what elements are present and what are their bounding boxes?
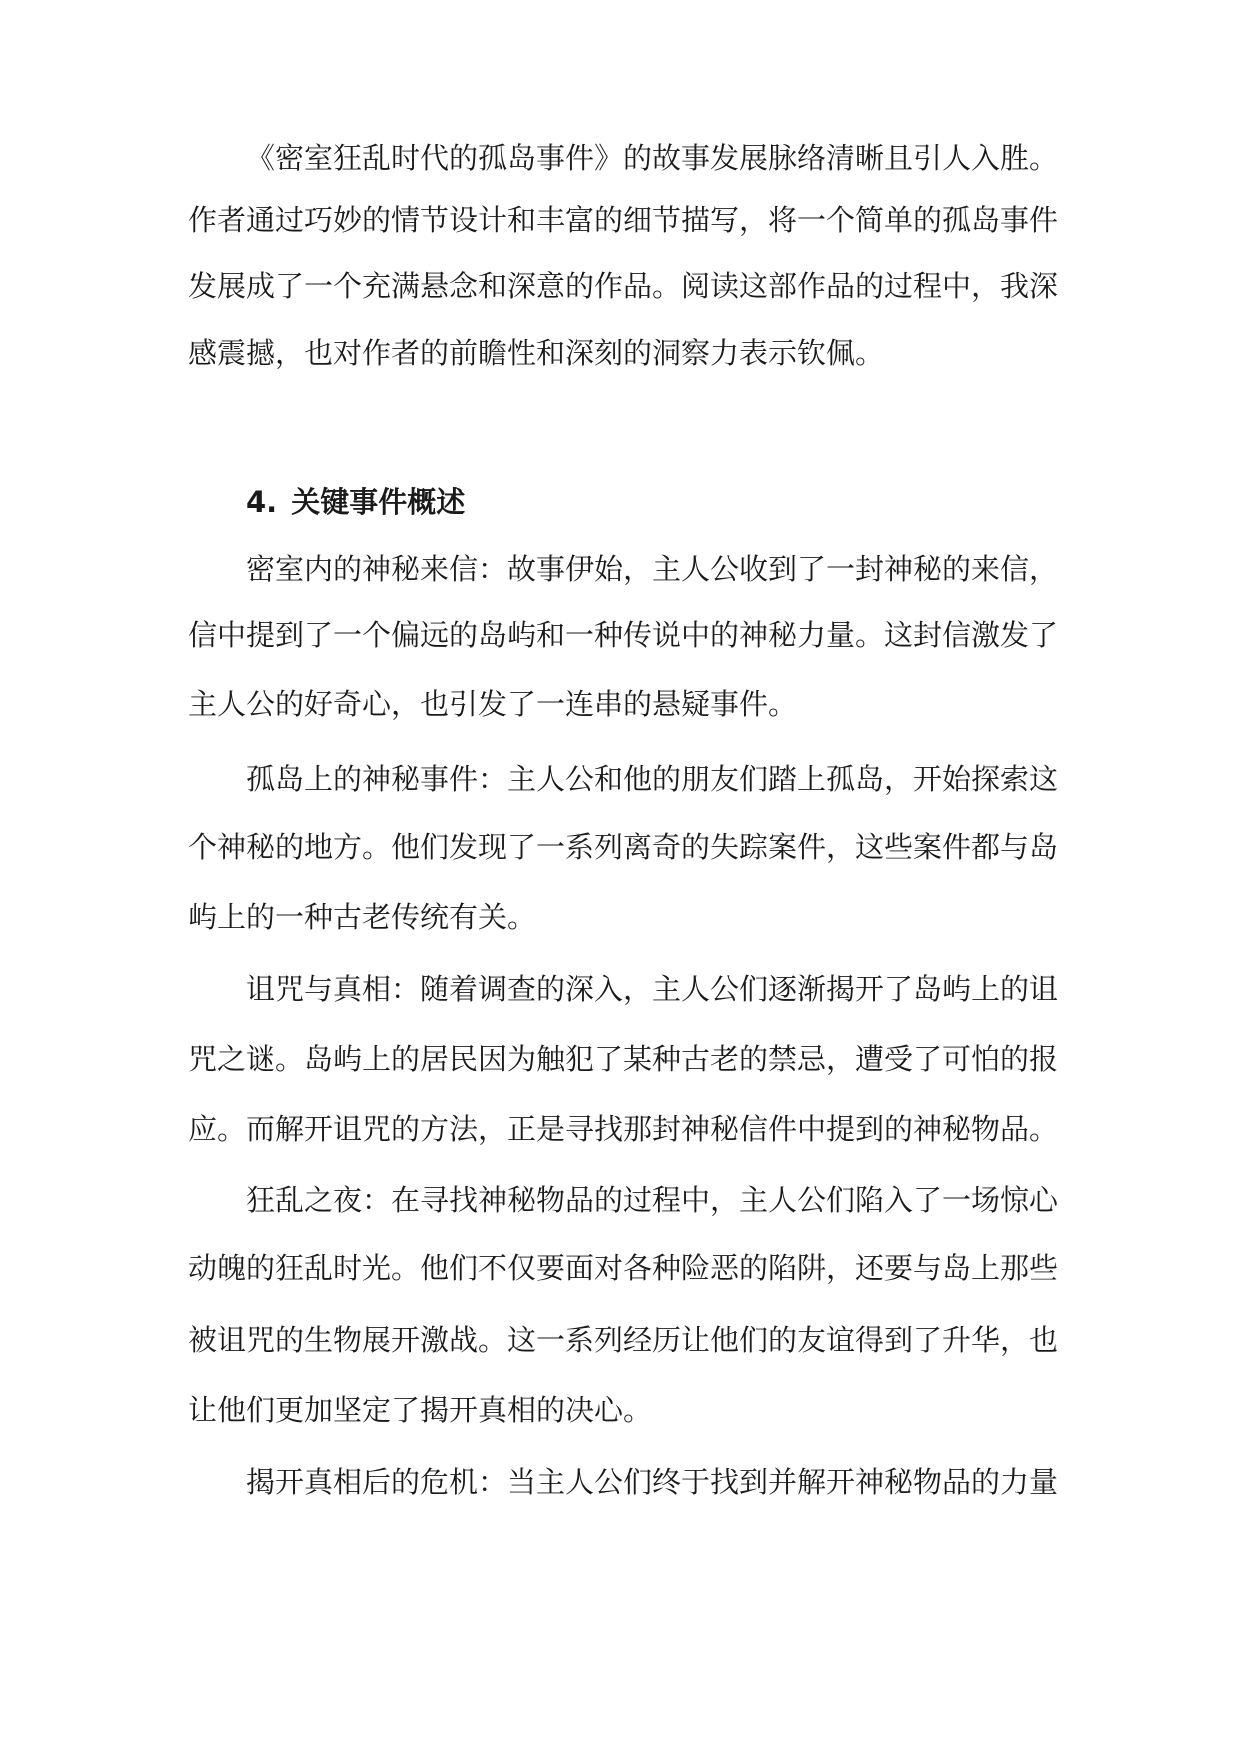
paragraph-3-line-3: 屿上的一种古老传统有关。 — [188, 900, 537, 934]
paragraph-5-line-2: 动魄的狂乱时光。他们不仅要面对各种险恶的陷阱，还要与岛上那些 — [188, 1251, 1058, 1285]
section-number: 4. — [246, 485, 278, 519]
paragraph-1-line-1: 《密室狂乱时代的孤岛事件》的故事发展脉络清晰且引人入胜。 — [246, 141, 1058, 175]
paragraph-6-line-1: 揭开真相后的危机：当主人公们终于找到并解开神秘物品的力量 — [246, 1465, 1058, 1499]
paragraph-2-line-1: 密室内的神秘来信：故事伊始，主人公收到了一封神秘的来信， — [246, 552, 1058, 586]
paragraph-5-line-1: 狂乱之夜：在寻找神秘物品的过程中，主人公们陷入了一场惊心 — [246, 1183, 1058, 1217]
paragraph-5-line-3: 被诅咒的生物展开激战。这一系列经历让他们的友谊得到了升华，也 — [188, 1323, 1058, 1357]
paragraph-4-line-2: 咒之谜。岛屿上的居民因为触犯了某种古老的禁忌，遭受了可怕的报 — [188, 1042, 1058, 1076]
paragraph-3-line-1: 孤岛上的神秘事件：主人公和他的朋友们踏上孤岛，开始探索这 — [246, 762, 1058, 796]
paragraph-1-line-2: 作者通过巧妙的情节设计和丰富的细节描写，将一个简单的孤岛事件 — [188, 203, 1058, 237]
paragraph-5-line-4: 让他们更加坚定了揭开真相的决心。 — [188, 1393, 653, 1427]
paragraph-1-line-4: 感震撼，也对作者的前瞻性和深刻的洞察力表示钦佩。 — [188, 336, 885, 370]
paragraph-4-line-3: 应。而解开诅咒的方法，正是寻找那封神秘信件中提到的神秘物品。 — [188, 1112, 1058, 1146]
section-heading — [246, 480, 946, 524]
paragraph-4-line-1: 诅咒与真相：随着调查的深入，主人公们逐渐揭开了岛屿上的诅 — [246, 972, 1058, 1006]
paragraph-2-line-2: 信中提到了一个偏远的岛屿和一种传说中的神秘力量。这封信激发了 — [188, 618, 1058, 652]
section-title: 关键事件概述 — [291, 485, 466, 519]
paragraph-3-line-2: 个神秘的地方。他们发现了一系列离奇的失踪案件，这些案件都与岛 — [188, 830, 1058, 864]
paragraph-1-line-3: 发展成了一个充满悬念和深意的作品。阅读这部作品的过程中，我深 — [188, 269, 1058, 303]
paragraph-2-line-3: 主人公的好奇心，也引发了一连串的悬疑事件。 — [188, 687, 798, 721]
